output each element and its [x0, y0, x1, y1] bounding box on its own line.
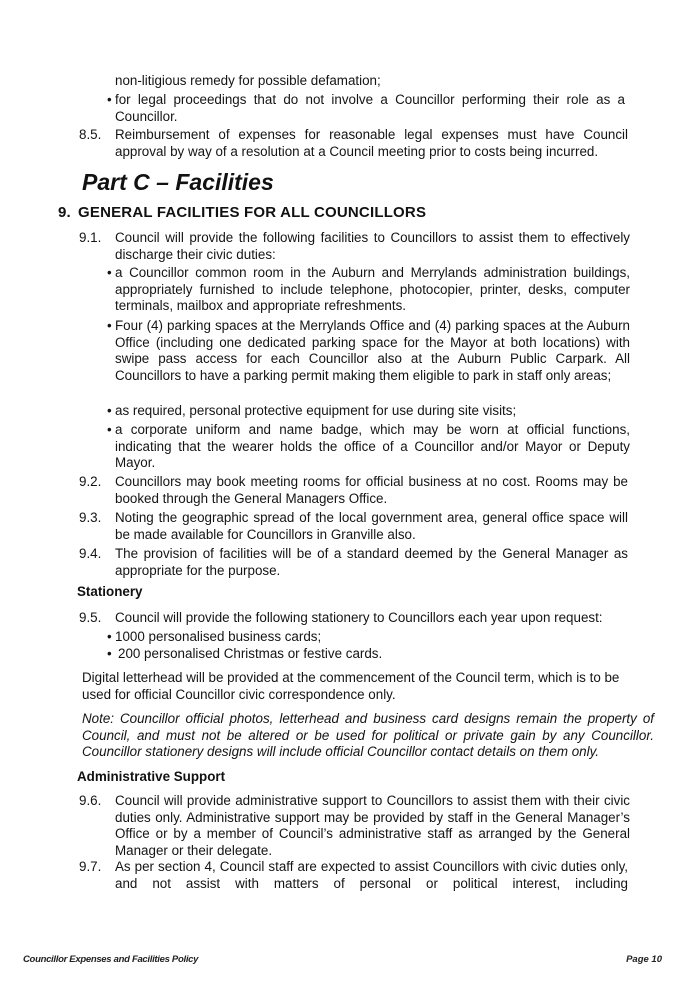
- letterhead-paragraph: Digital letterhead will be provided at the commencement of the Council term, which is to be used for official Councillor civic correspondence only.: [82, 670, 620, 702]
- clause-9-2-text: Councillors may book meeting rooms for official business at no cost. Rooms may be booked through the General Managers Office.: [115, 474, 628, 506]
- clause-9-3-text: Noting the geographic spread of the local government area, general office space will be made available for Councillors in Granville also.: [115, 510, 628, 542]
- stationery-heading: Stationery: [77, 584, 143, 599]
- clause-9-1-text: Council will provide the following facilities to Councillors to assist them to effectively discharge their civic duties:: [115, 230, 630, 262]
- clause-8-5-text: Reimbursement of expenses for reasonable legal expenses must have Council approval by way of a resolution at a Council meeting prior to costs being incurred.: [115, 127, 628, 159]
- facility-bullet-common-room: a Councillor common room in the Auburn and Merrylands administration buildings, appropriately furnished to include telephone, photocopier, printer, desks, computer terminals, mailbox and appropriate refreshments.: [115, 265, 630, 313]
- clause-number-9-3: 9.3.: [79, 510, 102, 525]
- clause-number-9-2: 9.2.: [79, 474, 102, 489]
- footer-page-number: Page 10: [626, 954, 662, 965]
- bullet-marker: •: [107, 403, 112, 418]
- clause-number-9-6: 9.6.: [79, 793, 102, 808]
- clause-9-6-text: Council will provide administrative support to Councillors to assist them with their civic duties only. Administrative support may be provided by staff in the General Manager’s Office or by a member of Council’s administrative staff as arranged by the General Manager or their delegate.: [115, 793, 630, 858]
- facility-bullet-parking: Four (4) parking spaces at the Merrylands Office and (4) parking spaces at the Auburn Office (including one dedicated parking space for the Mayor at both locations) with swipe pass access for each Councillor also at the Auburn Public Carpark. All Councillors to have a parking permit making them eligible to park in staff only areas;: [115, 318, 630, 383]
- bullet-marker: •: [107, 265, 112, 280]
- clause-9-4-text: The provision of facilities will be of a standard deemed by the General Manager as appropriate for the purpose.: [115, 546, 628, 578]
- stationery-bullet-festive-cards: 200 personalised Christmas or festive cards.: [118, 646, 383, 661]
- bullet-legal-proceedings: for legal proceedings that do not involve a Councillor performing their role as a Councillor.: [115, 92, 625, 124]
- section-number-9: 9.: [58, 204, 71, 221]
- footer-document-title: Councillor Expenses and Facilities Policy: [23, 954, 199, 965]
- facility-bullet-ppe: as required, personal protective equipment for use during site visits;: [115, 403, 517, 418]
- bullet-marker: •: [107, 92, 112, 107]
- bullet-marker: •: [107, 646, 112, 661]
- clause-number-9-4: 9.4.: [79, 546, 102, 561]
- clause-9-7-text: As per section 4, Council staff are expected to assist Councillors with civic duties only, and not assist with matters of personal or political interest, including: [115, 859, 628, 891]
- administrative-support-heading: Administrative Support: [77, 769, 226, 784]
- note-paragraph: Note: Councillor official photos, letterhead and business card designs remain the property of Council, and must not be altered or be used for political or private gain by any Councillor. Councillor stationery designs will include official Councillor contact details on them only.: [82, 711, 654, 759]
- bullet-marker: •: [107, 318, 112, 333]
- bullet-marker: •: [107, 422, 112, 437]
- clause-number-9-5: 9.5.: [79, 610, 102, 625]
- carryover-line: non-litigious remedy for possible defamation;: [115, 73, 381, 88]
- stationery-bullet-business-cards: 1000 personalised business cards;: [115, 629, 322, 644]
- section-9-title: GENERAL FACILITIES FOR ALL COUNCILLORS: [78, 204, 427, 221]
- part-title: Part C – Facilities: [82, 169, 274, 195]
- facility-bullet-uniform: a corporate uniform and name badge, which may be worn at official functions, indicating that the wearer holds the office of a Councillor and/or Mayor or Deputy Mayor.: [115, 422, 630, 470]
- bullet-marker: •: [107, 629, 112, 644]
- clause-number-9-1: 9.1.: [79, 230, 102, 245]
- clause-number-8-5: 8.5.: [79, 127, 102, 142]
- clause-9-5-text: Council will provide the following stationery to Councillors each year upon request:: [115, 610, 603, 625]
- clause-number-9-7: 9.7.: [79, 859, 102, 874]
